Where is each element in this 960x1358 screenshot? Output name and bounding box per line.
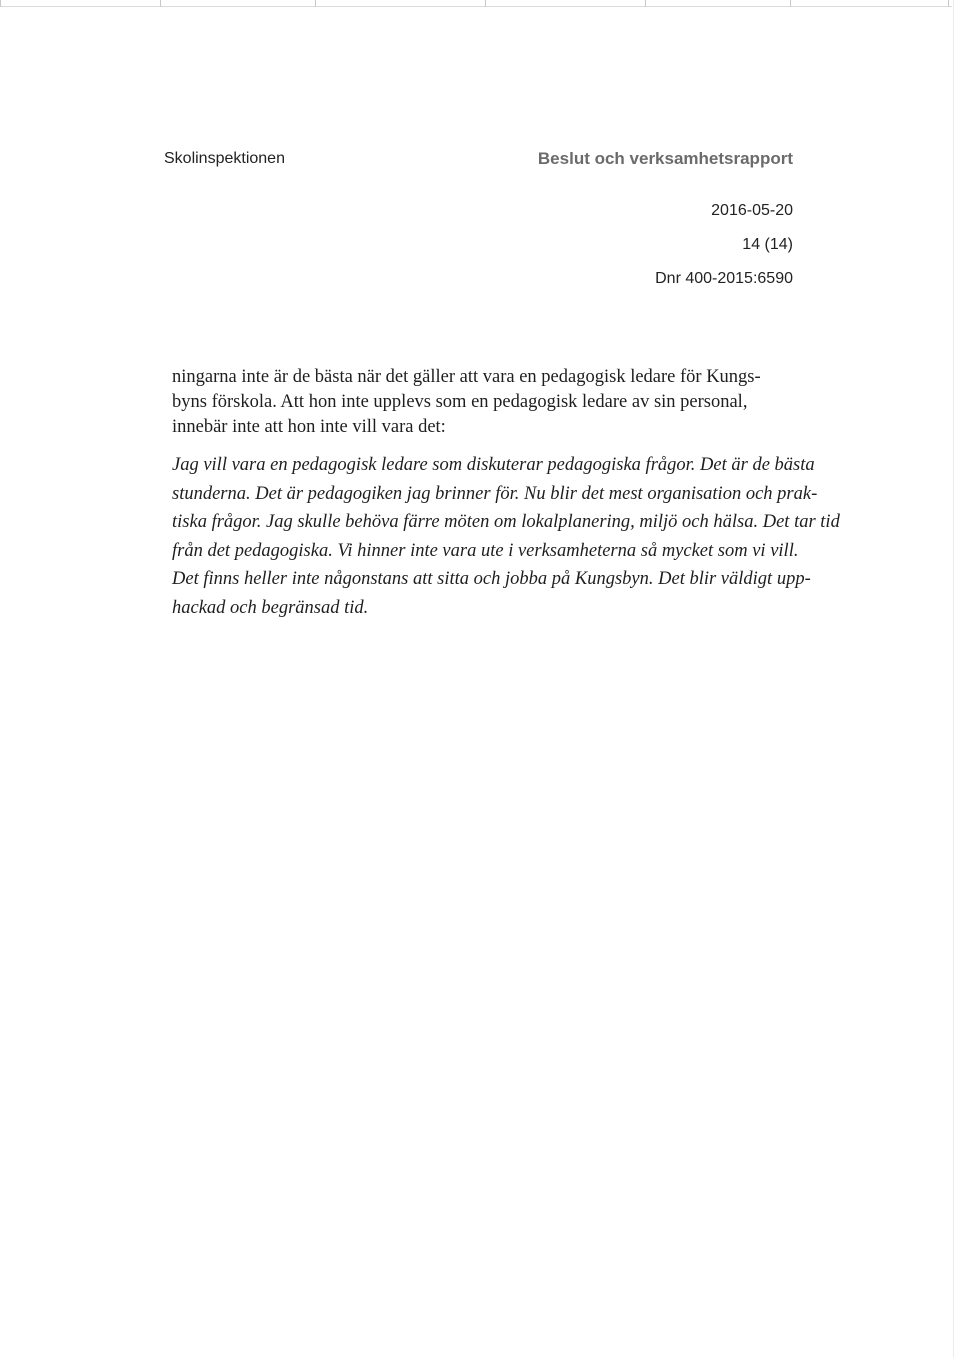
paragraph-line: ningarna inte är de bästa när det gäller att vara en pedagogisk ledare för Kungs- (172, 367, 761, 387)
registration-number: Dnr 400-2015:6590 (655, 270, 793, 287)
scan-artifact-top-edge (0, 0, 952, 7)
scan-artifact-tick (485, 0, 486, 7)
page-number: 14 (14) (742, 236, 793, 253)
scan-artifact-right-edge (953, 0, 954, 1358)
scan-artifact-tick (948, 0, 949, 7)
document-type-title: Beslut och verksamhetsrapport (537, 149, 793, 168)
document-meta (655, 194, 793, 296)
scan-artifact-tick (645, 0, 646, 7)
quote-line: Jag vill vara en pedagogisk ledare som diskuterar pedagogiska frågor. Det är de bästa (172, 455, 815, 475)
scan-artifact-tick (0, 0, 1, 7)
body-paragraph (172, 365, 802, 440)
quote-line: tiska frågor. Jag skulle behöva färre möten om lokalplanering, miljö och hälsa. Det tar tid (172, 512, 840, 532)
interview-quote (172, 451, 840, 622)
organization-name: Skolinspektionen (164, 150, 285, 167)
paragraph-line: byns förskola. Att hon inte upplevs som en pedagogisk ledare av sin personal, (172, 392, 748, 412)
paragraph-line: innebär inte att hon inte vill vara det: (172, 417, 446, 437)
scan-artifact-tick (160, 0, 161, 7)
scan-artifact-tick (315, 0, 316, 7)
quote-line: Det finns heller inte någonstans att sitta och jobba på Kungsbyn. Det blir väldigt upp- (172, 569, 811, 589)
quote-line: stunderna. Det är pedagogiken jag brinner för. Nu blir det mest organisation och prak- (172, 483, 818, 504)
quote-line: från det pedagogiska. Vi hinner inte vara ute i verksamheterna så mycket som vi vill. (172, 540, 799, 561)
quote-line: hackad och begränsad tid. (172, 597, 369, 618)
scan-artifact-tick (790, 0, 791, 7)
document-date: 2016-05-20 (711, 202, 793, 219)
